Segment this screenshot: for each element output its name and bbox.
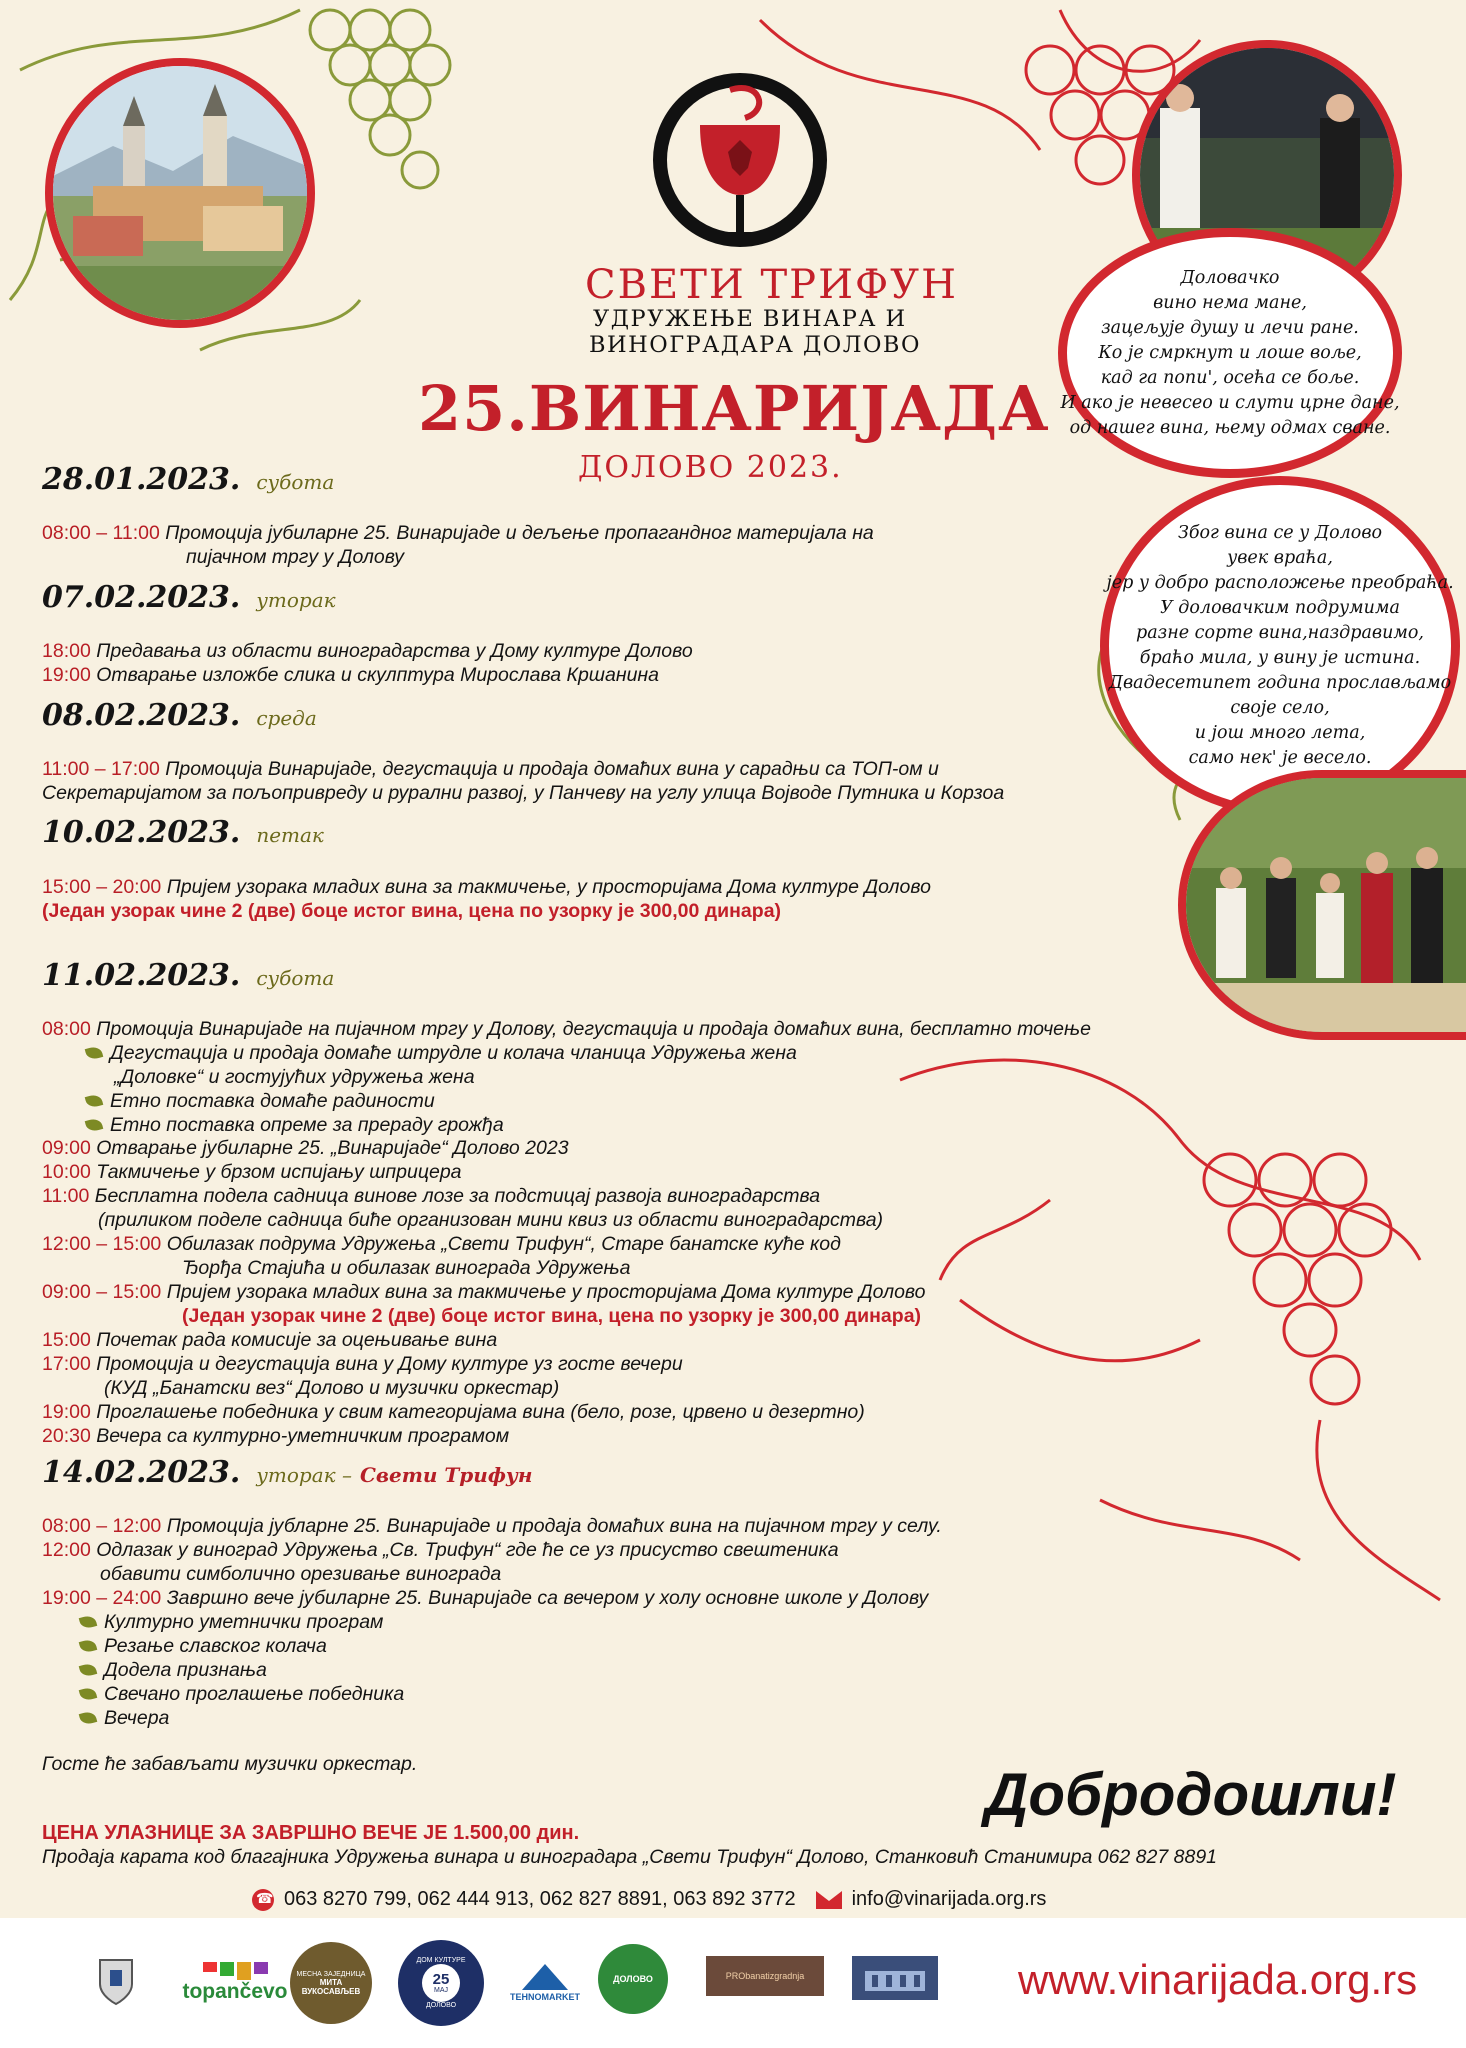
poem2-line: разне сорте вина,наздравимо, bbox=[1136, 623, 1424, 643]
day-name: субота bbox=[256, 966, 335, 990]
tehnomarket-text: TEHNOMARKET bbox=[510, 1992, 580, 2002]
poem-circle-2 bbox=[1100, 476, 1460, 816]
event-text: Пријем узорака младих вина за такмичење, у просторијама Дома културе Долово bbox=[161, 876, 931, 898]
schedule-row bbox=[42, 640, 693, 664]
schedule-row bbox=[42, 1233, 841, 1257]
event-text: Бесплатна подела садница винове лозе за подстицај развоја виноградарства bbox=[89, 1185, 821, 1207]
poem1-line: вино нема мане, bbox=[1153, 292, 1307, 313]
day-name: уторак bbox=[256, 588, 336, 612]
bullet-item bbox=[86, 1090, 435, 1114]
event-text: Проглашење победника у свим категоријама вина (бело, розе, црвено и дезертно) bbox=[90, 1401, 865, 1423]
mail-icon bbox=[816, 1891, 842, 1909]
schedule-row-continued: Ђорђа Стајића и обилазак винограда Удружења bbox=[182, 1257, 631, 1279]
grape-leaf-icon bbox=[79, 1614, 98, 1630]
time: 15:00 – 20:00 bbox=[42, 876, 162, 898]
time: 09:00 bbox=[42, 1137, 91, 1159]
date-text: 14.02.2023. bbox=[42, 1455, 241, 1490]
poem2-line: јер у добро расположење преобраћа. bbox=[1106, 573, 1454, 593]
grape-leaf-icon bbox=[79, 1710, 98, 1726]
schedule-row bbox=[42, 1281, 926, 1305]
schedule-row bbox=[42, 758, 939, 782]
wine-glass-logo bbox=[650, 70, 830, 255]
bullet-item bbox=[80, 1635, 327, 1659]
schedule-row bbox=[42, 1137, 569, 1161]
bullet-item bbox=[80, 1659, 267, 1683]
bullet-item bbox=[80, 1707, 169, 1731]
email-address[interactable]: info@vinarijada.org.rs bbox=[851, 1888, 1047, 1910]
date-text: 28.01.2023. bbox=[42, 462, 241, 497]
schedule-row-continued: Секретаријатом за пољопривреду и рурални развој, у Панчеву на углу улица Војводе Путника и Корзоа bbox=[42, 782, 1005, 804]
time: 08:00 – 11:00 bbox=[42, 522, 160, 544]
schedule-row bbox=[42, 1401, 865, 1425]
poem1-line: И ако је невесео и слути црне дане, bbox=[1060, 392, 1400, 413]
schedule-row-continued: (приликом поделе садница биће организован мини квиз из области виноградарства) bbox=[98, 1209, 884, 1231]
grape-leaf-icon bbox=[85, 1093, 104, 1109]
event-text: Одлазак у виноград Удружења „Св. Трифун“ где ће се уз присуство свештеника bbox=[90, 1539, 839, 1561]
bullet-item-continued: „Доловке“ и гостујућих удружења жена bbox=[114, 1066, 475, 1088]
dk-number: 25 bbox=[432, 1971, 450, 1988]
mz-mita-vukosavljev-logo bbox=[290, 1942, 372, 2024]
event-text: Такмичење у брзом испијању шприцера bbox=[90, 1161, 462, 1183]
folk-ensemble-photo bbox=[1186, 778, 1466, 1032]
probanat-izgradnja-logo bbox=[706, 1956, 824, 1996]
time: 19:00 bbox=[42, 664, 91, 686]
dk-label-top: ДОМ КУЛТУРЕ bbox=[416, 1957, 466, 1964]
time: 10:00 bbox=[42, 1161, 91, 1183]
grape-leaf-icon bbox=[85, 1117, 104, 1133]
date-heading bbox=[42, 958, 334, 993]
time: 19:00 – 24:00 bbox=[42, 1587, 162, 1609]
poem2-line: Двадесетипет година прослављамо bbox=[1108, 673, 1452, 693]
time: 08:00 bbox=[42, 1018, 91, 1040]
schedule-row-continued: пијачном тргу у Долову bbox=[186, 546, 404, 568]
schedule-row-continued: (КУД „Банатски вез“ Долово и музички оркестар) bbox=[104, 1377, 560, 1399]
sample-fee-note: (Један узорак чине 2 (две) боце истог вина, цена по узорку је 300,00 динара) bbox=[42, 900, 782, 922]
event-text: Почетак рада комисије за оцењивање вина bbox=[90, 1329, 498, 1351]
time: 11:00 bbox=[42, 1185, 90, 1207]
building-icon bbox=[860, 1963, 930, 1993]
poem1-line: Доловачко bbox=[1180, 267, 1280, 288]
event-text: Промоција јубиларне 25. Винаријаде и дељење пропагандног материјала на bbox=[159, 522, 874, 544]
phone-icon bbox=[252, 1889, 274, 1911]
poem-circle-1 bbox=[1058, 228, 1402, 478]
event-text: Пријем узорака младих вина за такмичење у просторијама Дома културе Долово bbox=[161, 1281, 926, 1303]
topancevo-logo bbox=[180, 1958, 290, 2008]
event-text: Отварање јубиларне 25. „Винаријаде“ Долово 2023 bbox=[90, 1137, 569, 1159]
bullet-text: Етно поставка опреме за прераду грожђа bbox=[110, 1114, 504, 1136]
day-name: уторак – bbox=[256, 1463, 352, 1487]
probanat-text: PRObanatizgradnja bbox=[725, 1971, 805, 1981]
bullet-text: Свечано проглашење победника bbox=[104, 1683, 405, 1705]
partner-building-logo bbox=[852, 1956, 938, 2000]
time: 15:00 bbox=[42, 1329, 91, 1351]
date-text: 11.02.2023. bbox=[42, 958, 241, 993]
bullet-item bbox=[80, 1683, 404, 1707]
topancevo-text: topančevo bbox=[182, 1980, 288, 2003]
time: 11:00 – 17:00 bbox=[42, 758, 160, 780]
event-text: Обилазак подрума Удружења „Свети Трифун“, Старе банатске куће код bbox=[161, 1233, 841, 1255]
page-title: 25.ВИНАРИЈАДА bbox=[418, 372, 1050, 445]
mz-label-top: МЕСНА ЗАЈЕДНИЦА bbox=[296, 1970, 366, 1978]
time: 18:00 bbox=[42, 640, 91, 662]
grape-leaf-icon bbox=[85, 1045, 104, 1061]
schedule-row bbox=[42, 1539, 839, 1563]
crest-icon bbox=[96, 1956, 136, 2006]
topancevo-colorbar bbox=[203, 1962, 268, 1980]
ticket-price: ЦЕНА УЛАЗНИЦЕ ЗА ЗАВРШНО ВЕЧЕ ЈЕ 1.500,00 дин. bbox=[42, 1822, 580, 1844]
guests-note: Госте ће забављати музички оркестар. bbox=[42, 1753, 418, 1775]
grape-leaf-icon bbox=[79, 1638, 98, 1654]
event-text: Завршно вече јубиларне 25. Винаријаде са вечером у холу основне школе у Долову bbox=[161, 1587, 929, 1609]
bullet-text: Културно уметнички програм bbox=[104, 1611, 384, 1633]
contact-line bbox=[252, 1888, 1046, 1911]
schedule-row bbox=[42, 1185, 820, 1209]
poem2-line: само нек' је весело. bbox=[1188, 748, 1372, 768]
welcome-text: Добродошли! bbox=[985, 1761, 1397, 1828]
event-text: Отварање изложбе слика и скулптура Мирослава Кршанина bbox=[90, 664, 659, 686]
event-text: Промоција Винаријаде, дегустација и продаја домаћих вина у сарадњи са ТОП-ом и bbox=[159, 758, 939, 780]
page-subtitle: ДОЛОВО 2023. bbox=[578, 450, 843, 485]
date-text: 07.02.2023. bbox=[42, 580, 241, 615]
schedule-row bbox=[42, 876, 931, 900]
date-text: 10.02.2023. bbox=[42, 815, 241, 850]
dolovo-logo-text: ДОЛОВО bbox=[613, 1974, 653, 1984]
org-subtitle-line2: ВИНОГРАДАРА ДОЛОВО bbox=[589, 332, 921, 358]
schedule-row bbox=[42, 1018, 1091, 1042]
schedule-row bbox=[42, 1329, 497, 1353]
bullet-text: Вечера bbox=[104, 1707, 170, 1729]
event-text: Предавања из области виноградарства у Дому културе Долово bbox=[90, 640, 693, 662]
village-painting-circle bbox=[45, 58, 315, 328]
poem1-line: од нашег вина, њему одмах сване. bbox=[1069, 417, 1391, 438]
schedule-row bbox=[42, 1161, 462, 1185]
poem2-line: У доловачким подрумима bbox=[1160, 598, 1400, 618]
mz-label-name: МИТА ВУКОСАВЉЕВ bbox=[301, 1977, 361, 1996]
ticket-sales-info: Продаја карата код благајника Удружења винара и виноградара „Свети Трифун“ Долово, Станковић Станимира 062 827 8891 bbox=[42, 1846, 1218, 1868]
time: 12:00 bbox=[42, 1539, 91, 1561]
time: 08:00 – 12:00 bbox=[42, 1515, 162, 1537]
bullet-text: Етно поставка домаће радиности bbox=[110, 1090, 435, 1112]
poem2-line: браћо мила, у вину је истина. bbox=[1139, 648, 1421, 668]
bullet-text: Додела признања bbox=[104, 1659, 267, 1681]
bullet-item bbox=[80, 1611, 383, 1635]
event-text: Промоција јубларне 25. Винаријаде и продаја домаћих вина на пијачном тргу у селу. bbox=[161, 1515, 942, 1537]
bullet-item bbox=[86, 1042, 797, 1066]
date-heading bbox=[42, 1455, 532, 1490]
org-name: СВЕТИ ТРИФУН bbox=[585, 262, 958, 308]
date-heading bbox=[42, 698, 317, 733]
grape-leaf-icon bbox=[79, 1686, 98, 1702]
event-text: Вечера са културно-уметничким програмом bbox=[90, 1425, 510, 1447]
municipality-crest-logo bbox=[88, 1948, 144, 2014]
time: 09:00 – 15:00 bbox=[42, 1281, 162, 1303]
folk-ensemble-photo-circle bbox=[1178, 770, 1466, 1040]
poem1-line: кад га попи', осећа се боље. bbox=[1100, 367, 1360, 388]
schedule-row bbox=[42, 664, 659, 688]
day-name: среда bbox=[256, 706, 317, 730]
schedule-row bbox=[42, 522, 874, 546]
date-heading bbox=[42, 580, 336, 615]
dk-label-bottom: ДОЛОВО bbox=[425, 2002, 457, 2009]
org-subtitle-line1: УДРУЖЕЊЕ ВИНАРА И bbox=[593, 306, 907, 332]
poem2-line: своје село, bbox=[1230, 698, 1330, 718]
bullet-item bbox=[86, 1114, 504, 1138]
poem1-line: Ко је смркнут и лоше воље, bbox=[1098, 342, 1362, 363]
dk-badge bbox=[422, 1964, 460, 2002]
bullet-text: Резање славског колача bbox=[104, 1635, 327, 1657]
saint-tryphon-day: Свети Трифун bbox=[359, 1463, 533, 1487]
schedule-row bbox=[42, 1515, 942, 1539]
poem1-line: зацељује душу и лечи ране. bbox=[1101, 317, 1359, 338]
dk-month: МАЈ bbox=[434, 1987, 448, 1994]
bullet-text: Дегустација и продаја домаће штрудле и колача чланица Удружења жена bbox=[110, 1042, 797, 1064]
time: 19:00 bbox=[42, 1401, 91, 1423]
poem2-line: Због вина се у Долово bbox=[1177, 523, 1383, 543]
dolovo-green-logo bbox=[598, 1944, 668, 2014]
grape-leaf-icon bbox=[79, 1662, 98, 1678]
sponsor-footer bbox=[0, 1918, 1466, 2048]
tehnomarket-triangle-icon bbox=[520, 1962, 570, 1992]
website-link[interactable]: www.vinarijada.org.rs bbox=[1018, 1956, 1418, 2003]
time: 12:00 – 15:00 bbox=[42, 1233, 162, 1255]
schedule-row bbox=[42, 1353, 683, 1377]
date-text: 08.02.2023. bbox=[42, 698, 241, 733]
time: 17:00 bbox=[42, 1353, 91, 1375]
poem2-line: увек враћа, bbox=[1227, 548, 1333, 568]
event-text: Промоција Винаријаде на пијачном тргу у Долову, дегустација и продаја домаћих вина, бесплатно точење bbox=[90, 1018, 1092, 1040]
day-name: субота bbox=[256, 470, 335, 494]
date-heading bbox=[42, 462, 334, 497]
day-name: петак bbox=[256, 823, 324, 847]
schedule-row bbox=[42, 1425, 509, 1449]
poem2-line: и још много лета, bbox=[1194, 723, 1366, 743]
church-painting-image bbox=[53, 66, 307, 320]
tehnomarket-logo bbox=[500, 1952, 590, 2012]
schedule-row-continued: обавити симболично орезивање винограда bbox=[100, 1563, 502, 1585]
event-text: Промоција и дегустација вина у Дому културе уз госте вечери bbox=[90, 1353, 683, 1375]
date-heading bbox=[42, 815, 324, 850]
dom-kulture-logo bbox=[398, 1940, 484, 2026]
phone-numbers: 063 8270 799, 062 444 913, 062 827 8891, 063 892 3772 bbox=[284, 1888, 796, 1910]
schedule-row bbox=[42, 1587, 928, 1611]
time: 20:30 bbox=[42, 1425, 91, 1447]
sample-fee-note: (Један узорак чине 2 (две) боце истог вина, цена по узорку је 300,00 динара) bbox=[182, 1305, 922, 1327]
